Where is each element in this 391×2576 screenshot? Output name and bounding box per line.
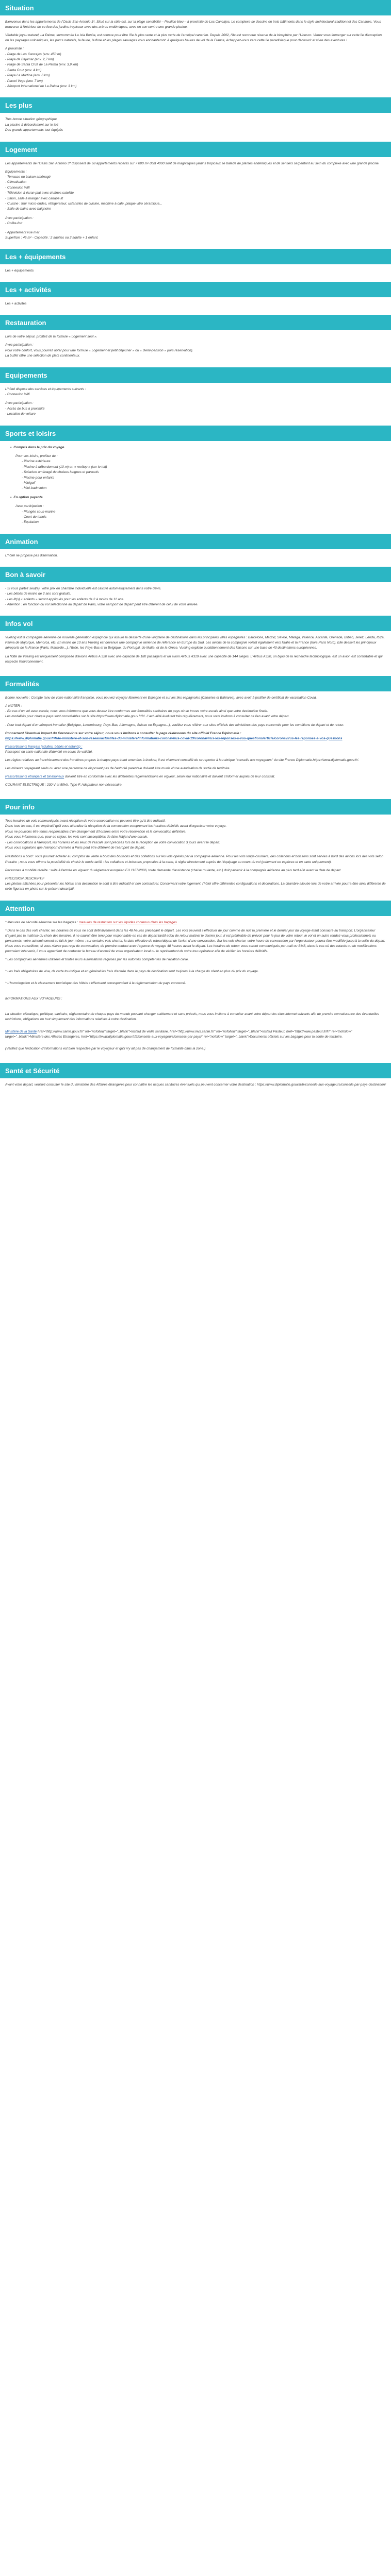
formalites-para: Passeport ou carte nationale d'identité en cours de validité. [5,750,93,754]
formalites-note [5,704,386,715]
proximity-item: - Aéroport International de La Palma (env. 3 km) [5,84,77,88]
section-plus [0,113,391,138]
attention-para: * Les frais obligatoires de visa, de carte touristique et en général les frais d'entrée dans le pays de destination sont toujours à la charge du client en plus du prix du voyage. [5,970,259,974]
section-sante [0,1078,391,1096]
logement-participation [5,216,386,227]
section-title-formalites: Formalités [0,676,391,691]
equip-item: - Télévision à écran plat avec chaînes satellite [5,191,74,195]
section-title-plus-equipements: Les + équipements [0,249,391,264]
section-attention [0,916,391,1060]
pour-info-para: - Les convocations à l'aéroport, les horaires et les lieux de l'escale sont précisés lors de la réception de votre convocation 3 jours avant le départ. [5,840,220,844]
sports-free-item: - Piscine pour enfants [22,476,54,480]
participation-item: - Coffre-fort [5,222,23,226]
proximity-item: - Parcel Vega (env. 7 km) [5,79,43,83]
section-title-plus-activites: Les + activités [0,282,391,297]
restauration-buffet-text: La buffet offre une sélection de plats continentaux. [5,354,80,358]
section-title-logement: Logement [0,142,391,157]
attention-para: * Les compagnies aériennes utilisées et toutes leurs autorisations requises par les autorités compétentes de l'aviation civile. [5,958,189,962]
covid-info-link[interactable]: https://www.diplomatie.gouv.fr/fr/le-ministere-et-son-reseau/actualites-du-ministere/informations-coronavirus-covid-19/coronavirus-les-reponses-a-vos-questions/article/coronavirus-les-reponses-a-vos-questions [5,736,343,740]
section-infos-vol [0,631,391,672]
pour-info-para: Nous vous signalons que l'aéroport d'arrivée à Paris peut être différent de l'aéroport de départ. [5,846,145,850]
situation-proximity [5,46,386,89]
section-title-restauration: Restauration [0,315,391,330]
section-title-equipements: Equipements [0,367,391,383]
restauration-participation-label: Avec participation : [5,343,34,347]
bon-a-savoir-item: - Les bébés de moins de 2 ans sont gratuits. [5,592,71,596]
proximity-item: - Playa de Bajamar (env. 2,7 km) [5,58,54,62]
section-title-sante: Santé et Sécurité [0,1063,391,1078]
plus-equipements-text: Les + équipements [5,269,34,273]
attention-para: La situation climatique, politique, sanitaire, réglementaire de chaque pays du monde pouvant changer subitement et sans préavis, nous vous invitons à consulter avant votre départ les sites internet suivants afin de prendre connaissance des éventuelles restrictions, obligations ou tout simplement des informations relatives à votre destination. [5,1012,379,1022]
pour-info-para: Nous ne pourrons être tenus responsables d'un changement d'horaires entre votre réservation et la convocation définitive. [5,829,187,834]
section-formalites [0,691,391,796]
equip-item: - Salle de bains avec baignoire [5,207,51,211]
pour-info-horaires [5,819,386,851]
equipements-intro: L'hôtel dispose des services et équipements suivants : [5,387,86,391]
section-restauration [0,330,391,364]
sports-free-label: Pour vos loisirs, profitez de : [15,454,58,458]
liquids-restriction-link[interactable]: mesures de restriction sur les liquides contenus dans les bagages [79,920,177,924]
plus-item: Des grands appartements tout équipés [5,128,63,132]
plus-item: Très bonne situation géographique [5,117,57,122]
section-situation [0,15,391,94]
covid-notice: Concernant l'éventuel impact du Coronavirus sur votre séjour, nous vous invitons à consulter la page ci-dessous du site officiel France Diplomatie : [5,731,241,735]
pour-info-para: Nous vous informons que, pour ce séjour, les vols sont susceptibles de faire l'objet d'une escale. [5,835,149,839]
proximity-item: - Plage de Los Cancajos (env. 450 m) [5,52,61,56]
sports-option-item: - Equitation [22,520,39,524]
animation-text: L'hôtel ne propose pas d'animation. [5,553,58,557]
sante-para: Avant votre départ, veuillez consulter le site du ministère des Affaires étrangères pour connaître les risques sanitaires éventuels qui peuvent concerner votre destination : https://www.diplomatie.gouv.fr/fr/conseils-aux-voyageurs/conseils-par-pays-destination/ [5,1082,386,1087]
attention-para: * L'homologation et le classement touristique des hôtels s'effectuent correspondant à la réglementation du pays concerné. [5,981,186,986]
foreign-nationals-link[interactable]: Ressortissants étrangers et binationaux [5,774,64,778]
section-plus-equipements [0,264,391,279]
bon-a-savoir-item: - Les lit(s) « enfants » seront appliqués pour les enfants de 2 à moins de 11 ans. [5,597,124,601]
participation-label: Avec participation : [5,216,34,220]
formalites-para: Les règles relatives au franchissement des frontières propres à chaque pays étant amenées à évoluer, il est vivement conseillé de se reporter à la rubrique "conseils aux voyageurs" du site France Diplomatie.https://www.diplomatie.gouv.fr/. [5,758,359,762]
section-title-pour-info: Pour info [0,799,391,815]
proximity-item: - Santa Cruz (env. 4 km) [5,68,42,72]
attention-para: href="http://www.sante.gouv.fr/" rel="nofollow" target="_blank">Institut de veille sanitaire, href="http://www.invs.sante.fr/" rel="nofollow" target="_blank">Institut Pasteur, href="http://www.pasteur.fr/fr/" rel="nofollow" target="_blank">Ministère des Affaires Etrangères, href="https://www.diplomatie.gouv.fr/fr/conseils-aux-voyageurs/conseils-par-pays/" rel="nofollow" target="_blank">Documents officiels sur les bagages pour la sortie de territoire. [5,1029,352,1039]
precision-label: PRECISION DESCRIPTIF [5,876,45,880]
section-title-sports: Sports et loisirs [0,426,391,441]
electric-current-info: COURANT ELECTRIQUE : 230 V et 50Hz. Type F. Adaptateur non nécessaire. [5,783,123,787]
section-title-animation: Animation [0,534,391,549]
restauration-options-text: Pour votre confort, vous pourrez opter pour une formule « Logement et petit déjeuner » ou « Demi-pension » (lors réservation). [5,348,193,352]
equipements-participation [5,401,386,417]
equip-item: - Climatisation [5,180,27,184]
attention-para: * Dans le cas des vols charter, les horaires de vous ne sont définitivement dans les 48 heures précédant le départ. Les vols peuvent s'effectuer de jour comme de nuit la première et le dernier jour du voyage étant consacré au transport. L'organisateur n'ayant pas la maîtrise du choix des horaires, il ne saurait être tenu pour responsable en cas de départ tardif et/ou de retour matinal le dernier jour. Il est préférable de prévoir pour le jour de votre retour, le vol et un autre rendez-vous professionnels ou personnels, votre acheminement se fait le jour même ; sur certains vols charter, la date effective de retour/départ de l'avion d'une convocation. Sur les vols charter, votre heure de convocation par l'organisateur pourra être modifiée jusqu'à la veille du départ. Nous vous conseillons, si vous n'avez pas reçu de convocation, de prendre contact avec l'agence de voyage 48 heures avant le départ. Les horaires de retour vous seront communiqués par mail ou SMS, dans le cas où des retards ou de modifications pourraient intervenir, il vous appartient de contacter le bureau d'accueil de votre organisateur local ou le représentant de votre tour-opérateur afin de vérifier les horaires définitifs. [5,928,385,954]
section-title-infos-vol: Infos vol [0,616,391,631]
section-title-bon-a-savoir: Bon à savoir [0,567,391,582]
health-ministry-link[interactable]: Ministère de la Santé [5,1029,37,1033]
logement-intro: Les appartements de l'Oasis San Antonio 3* disposent de 68 appartements répartis sur 7 000 m² dont 4000 sont de magnifiques jardins tropicaux se balade de plantes endémiques et de sentiers serpentant au sein du complexe avec une grande piscine. [5,161,380,165]
formalites-para: Les mineurs voyageant seuls ou avec une personne ne disposant pas de l'autorité parentale doivent être munis d'une autorisation de sortie de territoire. [5,766,231,770]
restauration-intro: Lors de votre séjour, profitez de la formule « Logement seul ». [5,335,97,339]
section-plus-activites [0,297,391,312]
situation-para2: Véritable joyau naturel, La Palma, surnommée La Isla Bonita, est connue pour être l'île la plus verte et la plus verte de l'archipel canarien. Depuis 2002, l'île est reconnue réserve de la biosphère par l'Unesco. Venez vous immerger sur cette île d'exception où les paysages volcaniques, les parcs naturels, la faune, la flore et les plages sauvages vous enchanteront. A quelques heures de vol de la France, échappez-vous vers cette île paradisiaque pour découvrir et vivre des aventures ! [5,33,382,43]
sports-included [5,445,386,526]
sports-free-item: - Mini-badminton [22,486,47,490]
sports-free-item: - Solarium aménagé de chaises longues et parasols [22,470,99,474]
section-bon-a-savoir [0,582,391,613]
bon-a-savoir-item: - Attention : en fonction du vol sélectionné au départ de Paris, votre aéroport de départ peut être différent de celui de votre arrivée. [5,602,199,606]
section-title-attention: Attention [0,901,391,916]
pour-info-para: Prestations à bord : vous pourrez acheter au comptoir de vente à bord des boissons et des collations sur les vols opérés par la compagnie aérienne. Pour les vols longs-courriers, des collations et boissons sont servies à bord des avions lors des vols selon l'horaire ; nous vous offrons la possibilité de choisir le mode tarifé : les collations et boissons proposées à la carte, à régler directement auprès de l'équipage au cours du vol (paiement en espèces et en carte uniquement). [5,855,384,864]
equipements-participation-item: - Accès de bus à proximité [5,406,45,411]
apartment-title: - Appartement vue mer [5,230,40,234]
section-logement [0,157,391,246]
equipements-participation-label: Avec participation : [5,401,34,405]
equipements-list [5,387,386,398]
section-equipements [0,383,391,422]
travellers-info-label: INFORMATIONS AUX VOYAGEURS : [5,997,62,1001]
formalites-note-label: A NOTER : [5,704,22,708]
formalites-para: Bonne nouvelle : Compte tenu de votre nationalité française, vous pouvez voyager librement en Espagne et sur les îles espagnoles (Canaries et Baléares), avec avoir à justifier de certificat de vaccination Covid. [5,696,317,700]
apartment-detail: Superficie : 45 m² - Capacité : 2 adultes ou 2 adulte + 1 enfant. [5,235,99,240]
proximity-item: - Playa La Martina (env. 6 km) [5,74,50,78]
bon-a-savoir-item: - Si vous partez seul(e), votre prix en chambre individuelle est calculé automatiquement dans votre devis. [5,586,161,590]
sports-option-item: - Court de tennis [22,515,47,519]
equip-label: Equipements : [5,170,27,174]
pour-info-para: Les photos affichées pour présenter les hôtels et la destination le sont à titre indicatif et non contractuel. Concernant votre logement, l'hôtel offre différentes configurations et décorations. La chambre allouée lors de votre arrivée pourra être ainsi différente de celle figurant en photo sur le présent descriptif. [5,882,386,891]
proximity-label: A proximité : [5,47,24,51]
situation-intro: Bienvenue dans les appartements de l'Oasis San Antonio 3*. Situé sur la côte est, sur la plage sensibilité – Pavillon bleu – à proximité de Los Cancajos. Le complexe se dessine en trois bâtiments dans le style architectural traditionnel des Canaries. Vous trouverez à l'intérieur de ce lieu des jardins tropicaux avec des arbres endémiques, avec en son centre une grande piscine. [5,20,381,29]
logement-equipements [5,170,386,212]
sports-option-item: - Plongée sous-marine [22,510,56,514]
sports-option-label: • En option payante [10,495,386,500]
section-pour-info [0,815,391,897]
equip-item: - Terrasse ou balcon aménagé [5,175,51,179]
formalites-para: Les modalités pour chaque pays sont consultables sur le site https://www.diplomatie.gouv.fr/fr/. L'actualité évoluant très régulièrement, nous vous invitons à consulter ce lien avant votre départ. [5,715,290,719]
equip-item: - Cuisine : four micro-ondes, réfrigérateur, ustensiles de cuisine, machine à café, plaque vitro céramique... [5,201,162,206]
sports-option-intro: Avec participation : [15,504,44,509]
attention-para: (Vérifiez que l'indication d'informations est bien respectée par le voyageur et qu'il n'y ait pas de changement de formalité dans la zone.) [5,1046,206,1050]
pour-info-para: Tous horaires de vols communiqués avant réception de votre convocation ne peuvent être qu'à titre indicatif. [5,819,166,823]
plus-activites-text: Les + activités [5,302,27,306]
infos-vol-para: Vueling est la compagnie aérienne de nouvelle génération espagnole qui assure la desserte d'une vingtaine de destinations dans les principales villes espagnoles : Barcelone, Madrid, Séville, Málaga, Valence, Alicante, Grenade, Bilbao, Jerez, Lérida, Ibiza, Palma de Majorque, Menorca, etc. En moins de 10 ans Vueling est devenue une compagnie aérienne de référence en Europe du Sud. Les avions de la compagnie volent également vers l'Italie et la France (hors Paris Nord). Elle dessert les principaux aéroports de la France (Paris, Marseille...), l'Italie, les Pays-Bas et la Belgique, du Portugal, de Malte, et de la Grèce. Vueling exploite quotidiennement des liaisons sur une base de 40 destinations européennes. [5,636,385,650]
restauration-options [5,343,386,359]
attention-para: * Mesures de sécurité aérienne sur les bagages : [5,920,79,924]
sports-included-label: • Compris dans le prix du voyage [10,445,386,450]
formalites-para: doivent être en conformité avec les différentes réglementations en vigueur, selon leur nationalité et doivent s'informer auprès de leur consulat. [64,774,275,778]
proximity-item: - Plage de Santa Cruz de La Palma (env. 3,9 km) [5,63,78,67]
formalites-para: - En cas d'un vol avec escale, nous vous informons que vous devrez être conformes aux formalités sanitaires du pays où se trouve votre escale ainsi que votre destination finale. [5,709,268,714]
section-title-situation: Situation [0,0,391,15]
sports-free-item: - Minigolf [22,481,36,485]
section-sports [0,441,391,531]
pour-info-precision [5,876,386,892]
french-nationals-link[interactable]: Ressortissants français (adultes, bébés et enfants) : [5,744,83,749]
pour-info-para: Dans tous les cas, il est impératif qu'il vous attendiez la réception de la convocation comprenant les horaires définitifs avant d'organiser votre voyage. [5,824,227,828]
sports-free-item: - Piscine à débordement (10 m) en « rooftop » (sur le toit) [22,465,107,469]
equipements-item: - Connexion Wifi [5,393,30,397]
formalites-para: - Pour tout départ d'un aéroport frontalier (Belgique, Luxembourg, Pays-Bas, Allemagne, Suisse ou Espagne...), veuillez vous référer aux sites officiels des ministères des pays concernés pour les conditions de départ et de retour. [5,723,345,727]
logement-apartment [5,230,386,241]
section-animation [0,549,391,564]
section-title-plus: Les plus [0,97,391,113]
plus-item: La piscine à débordement sur le toit [5,123,58,127]
sports-free-item: - Piscine extérieure [22,460,51,464]
equipements-participation-item: - Location de voiture [5,412,36,416]
equip-item: - Salon, salle à manger avec canapé lit [5,196,63,200]
infos-vol-para: La flotte de Vueling est uniquement composée d'avions Airbus A 320 avec une capacité de 180 passagers et un avion Airbus A319 avec une capacité de 144 sièges. L'Airbus A320, un bijou de la recherche technologique, est un avion est confortable et qui respecte l'environnement. [5,654,383,664]
pour-info-para: Personnes à mobilité réduite : suite à l'entrée en vigueur du règlement européen EU 1107/2006, toute demande d'assistance (chaise roulante, etc.) doit parvenir à la compagnie aérienne au plus tard 48h avant la date de départ. [5,868,341,872]
equip-item: - Connexion Wifi [5,185,30,190]
